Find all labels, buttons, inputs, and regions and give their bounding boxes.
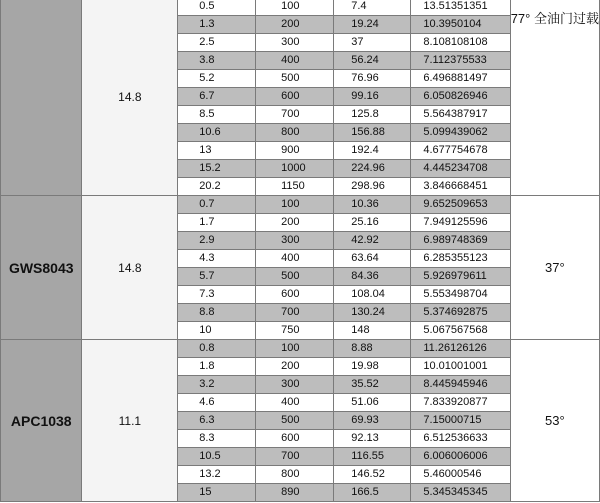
temperature-note-cell: 53° [510, 340, 599, 502]
rpm-cell: 890 [256, 484, 334, 502]
efficiency-cell: 6.496881497 [411, 70, 510, 88]
power-cell: 99.16 [334, 88, 411, 106]
current-cell: 1.7 [178, 214, 256, 232]
current-cell: 15 [178, 484, 256, 502]
rpm-cell: 200 [256, 214, 334, 232]
power-cell: 37 [334, 34, 411, 52]
power-cell: 298.96 [334, 178, 411, 196]
power-cell: 19.24 [334, 16, 411, 34]
rpm-cell: 600 [256, 286, 334, 304]
efficiency-cell: 10.3950104 [411, 16, 510, 34]
table-row [1, 0, 600, 16]
current-cell: 7.3 [178, 286, 256, 304]
efficiency-cell: 7.833920877 [411, 394, 510, 412]
rpm-cell: 200 [256, 358, 334, 376]
current-cell: 20.2 [178, 178, 256, 196]
efficiency-cell: 5.46000546 [411, 466, 510, 484]
efficiency-cell: 5.067567568 [411, 322, 510, 340]
efficiency-cell: 6.512536633 [411, 430, 510, 448]
efficiency-cell: 7.15000715 [411, 412, 510, 430]
efficiency-cell: 5.553498704 [411, 286, 510, 304]
power-cell: 192.4 [334, 142, 411, 160]
rpm-cell: 400 [256, 250, 334, 268]
current-cell: 8.3 [178, 430, 256, 448]
rpm-cell: 800 [256, 466, 334, 484]
current-cell: 2.9 [178, 232, 256, 250]
efficiency-cell: 5.564387917 [411, 106, 510, 124]
efficiency-cell: 5.099439062 [411, 124, 510, 142]
power-cell: 166.5 [334, 484, 411, 502]
power-cell: 25.16 [334, 214, 411, 232]
efficiency-cell: 6.050826946 [411, 88, 510, 106]
power-cell: 7.4 [334, 0, 411, 16]
current-cell: 13.2 [178, 466, 256, 484]
rpm-cell: 300 [256, 232, 334, 250]
efficiency-cell: 4.445234708 [411, 160, 510, 178]
power-cell: 42.92 [334, 232, 411, 250]
temperature-note-cell: 37° [510, 196, 599, 340]
rpm-cell: 700 [256, 106, 334, 124]
current-cell: 13 [178, 142, 256, 160]
power-cell: 76.96 [334, 70, 411, 88]
current-cell: 3.2 [178, 376, 256, 394]
rpm-cell: 300 [256, 34, 334, 52]
table-row [1, 196, 600, 214]
efficiency-cell: 4.677754678 [411, 142, 510, 160]
current-cell: 3.8 [178, 52, 256, 70]
power-cell: 125.8 [334, 106, 411, 124]
current-cell: 5.7 [178, 268, 256, 286]
rpm-cell: 400 [256, 394, 334, 412]
power-cell: 35.52 [334, 376, 411, 394]
rpm-cell: 400 [256, 52, 334, 70]
rpm-cell: 100 [256, 0, 334, 16]
table-body [1, 0, 600, 502]
rpm-cell: 500 [256, 412, 334, 430]
power-cell: 92.13 [334, 430, 411, 448]
table-row [1, 340, 600, 358]
efficiency-cell: 13.51351351 [411, 0, 510, 16]
power-cell: 148 [334, 322, 411, 340]
motor-name-cell [1, 0, 82, 196]
current-cell: 8.8 [178, 304, 256, 322]
efficiency-cell: 9.652509653 [411, 196, 510, 214]
current-cell: 0.5 [178, 0, 256, 16]
efficiency-cell: 8.445945946 [411, 376, 510, 394]
current-cell: 10.5 [178, 448, 256, 466]
power-cell: 156.88 [334, 124, 411, 142]
rpm-cell: 300 [256, 376, 334, 394]
rpm-cell: 100 [256, 340, 334, 358]
efficiency-cell: 3.846668451 [411, 178, 510, 196]
current-cell: 6.7 [178, 88, 256, 106]
current-cell: 6.3 [178, 412, 256, 430]
power-cell: 19.98 [334, 358, 411, 376]
efficiency-cell: 11.26126126 [411, 340, 510, 358]
current-cell: 4.6 [178, 394, 256, 412]
rpm-cell: 600 [256, 88, 334, 106]
rpm-cell: 900 [256, 142, 334, 160]
current-cell: 1.8 [178, 358, 256, 376]
current-cell: 2.5 [178, 34, 256, 52]
rpm-cell: 100 [256, 196, 334, 214]
efficiency-cell: 7.949125596 [411, 214, 510, 232]
rpm-cell: 750 [256, 322, 334, 340]
rpm-cell: 700 [256, 448, 334, 466]
current-cell: 0.8 [178, 340, 256, 358]
voltage-cell: 14.8 [82, 0, 178, 196]
power-cell: 69.93 [334, 412, 411, 430]
current-cell: 8.5 [178, 106, 256, 124]
efficiency-cell: 5.926979611 [411, 268, 510, 286]
power-cell: 63.64 [334, 250, 411, 268]
current-cell: 10.6 [178, 124, 256, 142]
current-cell: 4.3 [178, 250, 256, 268]
rpm-cell: 700 [256, 304, 334, 322]
current-cell: 5.2 [178, 70, 256, 88]
power-cell: 51.06 [334, 394, 411, 412]
rpm-cell: 200 [256, 16, 334, 34]
efficiency-cell: 5.345345345 [411, 484, 510, 502]
rpm-cell: 800 [256, 124, 334, 142]
rpm-cell: 500 [256, 70, 334, 88]
rpm-cell: 1000 [256, 160, 334, 178]
power-cell: 84.36 [334, 268, 411, 286]
efficiency-cell: 10.01001001 [411, 358, 510, 376]
power-cell: 146.52 [334, 466, 411, 484]
voltage-cell: 11.1 [82, 340, 178, 502]
efficiency-cell: 6.989748369 [411, 232, 510, 250]
efficiency-cell: 7.112375533 [411, 52, 510, 70]
power-cell: 56.24 [334, 52, 411, 70]
motor-name-cell: GWS8043 [1, 196, 82, 340]
temperature-note-cell: 77° 全油门过载 [510, 0, 599, 196]
rpm-cell: 500 [256, 268, 334, 286]
power-cell: 224.96 [334, 160, 411, 178]
efficiency-cell: 6.006006006 [411, 448, 510, 466]
current-cell: 10 [178, 322, 256, 340]
efficiency-cell: 8.108108108 [411, 34, 510, 52]
current-cell: 15.2 [178, 160, 256, 178]
efficiency-cell: 6.285355123 [411, 250, 510, 268]
power-cell: 116.55 [334, 448, 411, 466]
power-cell: 8.88 [334, 340, 411, 358]
power-cell: 108.04 [334, 286, 411, 304]
rpm-cell: 600 [256, 430, 334, 448]
voltage-cell: 14.8 [82, 196, 178, 340]
rpm-cell: 1150 [256, 178, 334, 196]
motor-name-cell: APC1038 [1, 340, 82, 502]
efficiency-cell: 5.374692875 [411, 304, 510, 322]
current-cell: 0.7 [178, 196, 256, 214]
power-cell: 130.24 [334, 304, 411, 322]
current-cell: 1.3 [178, 16, 256, 34]
power-cell: 10.36 [334, 196, 411, 214]
